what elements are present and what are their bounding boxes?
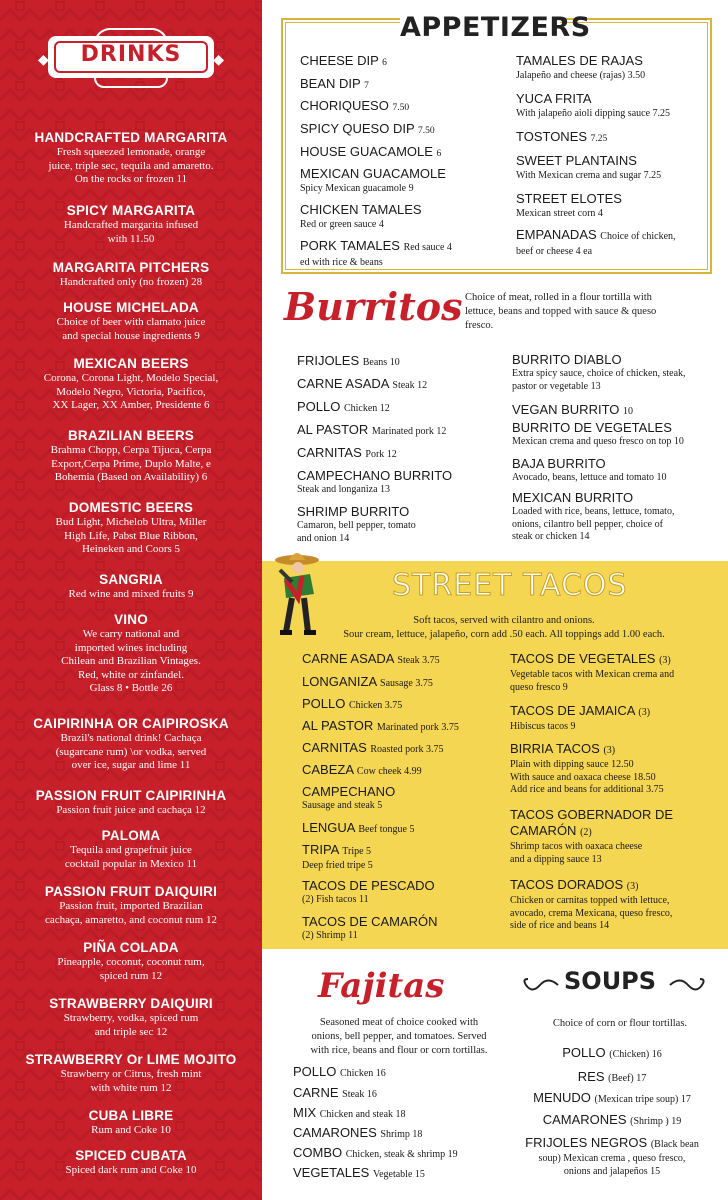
menu-item xyxy=(297,445,502,463)
drink-description: We carry national and xyxy=(82,628,180,640)
item-note: Steak 16 xyxy=(342,1089,377,1100)
item-name: CAMPECHANO xyxy=(302,784,396,799)
item-note: Chicken and steak 18 xyxy=(319,1109,406,1120)
drink-item xyxy=(8,130,254,187)
item-name: CHORIQUESO xyxy=(300,98,389,113)
drink-item xyxy=(8,996,254,1039)
item-name: CARNE xyxy=(293,1085,339,1100)
menu-item xyxy=(516,191,711,220)
item-name: CHICKEN TAMALES xyxy=(300,202,422,217)
drink-description: Passion fruit juice and cachaça 12 xyxy=(56,804,206,816)
item-name: MIX xyxy=(293,1105,317,1120)
menu-item xyxy=(300,238,505,269)
item-name: TRIPA xyxy=(302,842,339,857)
drink-description: (sugarcane rum) \or vodka, served xyxy=(55,745,207,758)
menu-item xyxy=(293,1165,513,1183)
menu-item xyxy=(512,420,724,449)
drink-description: Modelo Negro, Victoria, Pacifico, xyxy=(56,385,206,398)
item-name: POLLO xyxy=(302,696,346,711)
item-name: MEXICAN GUACAMOLE xyxy=(300,166,446,181)
item-note: 10 xyxy=(623,406,634,417)
soups-title: SOUPS xyxy=(564,967,657,995)
item-description: Vegetable tacos with Mexican crema and xyxy=(510,669,675,680)
burritos-intro-line: fresco. xyxy=(465,320,494,331)
scroll-ornament-left-icon xyxy=(518,974,560,996)
item-note: (3) xyxy=(626,881,639,892)
item-note: Pork 12 xyxy=(365,449,397,460)
item-name: BIRRIA TACOS xyxy=(510,741,600,756)
drinks-title: DRINKS xyxy=(80,42,182,67)
menu-item xyxy=(293,1145,513,1163)
burritos-intro xyxy=(465,291,715,333)
item-name: MEXICAN BURRITO xyxy=(512,490,634,505)
item-description: Add rice and beans for additional 3.75 xyxy=(510,784,664,795)
fajitas-intro-line: onions, bell pepper, and tomatoes. Served xyxy=(311,1031,487,1042)
drink-description: and special house ingredients 9 xyxy=(62,329,200,342)
drink-name: STRAWBERRY DAIQUIRI xyxy=(49,996,213,1011)
item-note: (3) xyxy=(638,707,651,718)
drink-name: CAIPIRINHA OR CAIPIROSKA xyxy=(33,716,229,731)
item-name: CHEESE DIP xyxy=(300,53,379,68)
drink-item xyxy=(8,716,254,773)
item-note: Roasted pork 3.75 xyxy=(370,744,444,755)
drink-description: Choice of beer with clamato juice xyxy=(56,316,206,328)
item-price: 7.50 xyxy=(392,103,410,113)
drink-description: over ice, sugar and lime 11 xyxy=(71,759,191,771)
item-description: Sausage and steak 5 xyxy=(302,800,383,811)
item-name: CABEZA xyxy=(302,762,354,777)
item-name: POLLO xyxy=(297,399,341,414)
item-note: (2) xyxy=(580,827,592,838)
item-name: CARNE ASADA xyxy=(297,376,389,391)
item-description: onions and jalapeños 15 xyxy=(563,1165,661,1177)
drink-description: cachaça, amaretto, and coconut rum 12 xyxy=(45,913,217,926)
drink-item xyxy=(8,203,254,246)
item-name: VEGAN BURRITO xyxy=(512,402,620,417)
item-price: 6 xyxy=(382,58,387,68)
menu-item xyxy=(293,1125,513,1143)
menu-item xyxy=(297,504,502,545)
menu-item xyxy=(302,762,507,780)
soups-intro: Choice of corn or flour tortillas. xyxy=(552,1018,688,1029)
drink-description: with white rum 12 xyxy=(90,1081,172,1094)
menu-item xyxy=(302,718,507,736)
item-note: Beans 10 xyxy=(362,357,400,368)
menu-item xyxy=(300,121,505,139)
item-name: MENUDO xyxy=(533,1090,591,1105)
item-name: CAMARONES xyxy=(542,1112,627,1127)
item-description: With jalapeño aioli dipping sauce 7.25 xyxy=(516,108,671,119)
menu-item xyxy=(300,202,505,231)
item-name: CAMARÓN xyxy=(510,823,577,838)
drink-item xyxy=(8,1148,254,1178)
item-note: Chicken 16 xyxy=(339,1068,386,1079)
drink-description: High Life, Pabst Blue Ribbon, xyxy=(64,529,198,542)
item-note: Vegetable 15 xyxy=(372,1169,425,1180)
item-note: Marinated pork 12 xyxy=(371,426,447,437)
item-note: Chicken 3.75 xyxy=(348,700,403,711)
drink-description: Handcrafted only (no frozen) 28 xyxy=(59,276,203,288)
drink-description: Red, white or zinfandel. xyxy=(78,668,184,681)
drink-item xyxy=(8,788,254,818)
item-description: Extra spicy sauce, choice of chicken, steak, xyxy=(512,368,686,379)
item-name: BURRITO DE VEGETALES xyxy=(512,420,672,435)
drink-description: On the rocks or frozen 11 xyxy=(74,173,188,185)
item-name: POLLO xyxy=(293,1064,337,1079)
item-name: TACOS DE VEGETALES xyxy=(510,651,656,666)
item-note: (Mexican tripe soup) 17 xyxy=(594,1094,691,1105)
item-price: 7.25 xyxy=(590,134,608,144)
drink-item xyxy=(8,500,254,557)
menu-item xyxy=(516,53,711,82)
item-name: LONGANIZA xyxy=(302,674,377,689)
drink-description: Red wine and mixed fruits 9 xyxy=(68,588,194,600)
menu-item xyxy=(510,807,724,866)
drink-name: PASSION FRUIT CAIPIRINHA xyxy=(35,788,227,803)
menu-item xyxy=(512,402,724,420)
street-tacos-intro xyxy=(280,614,728,642)
item-name: VEGETALES xyxy=(293,1165,370,1180)
item-description: Deep fried tripe 5 xyxy=(302,860,373,871)
drink-name: VINO xyxy=(114,612,148,627)
item-description: Spicy Mexican guacamole 9 xyxy=(300,183,414,194)
item-note: Choice of chicken, xyxy=(600,231,676,242)
item-name: TACOS GOBERNADOR DE xyxy=(510,807,674,822)
menu-item xyxy=(300,53,505,71)
item-name: SHRIMP BURRITO xyxy=(297,504,410,519)
drink-name: SPICY MARGARITA xyxy=(66,203,196,218)
item-note: (Shrimp ) 19 xyxy=(630,1116,682,1127)
item-name: STREET ELOTES xyxy=(516,191,622,206)
menu-item xyxy=(516,91,711,120)
item-name: EMPANADAS xyxy=(516,227,597,242)
item-name: TACOS DORADOS xyxy=(510,877,624,892)
drink-description: Pineapple, coconut, coconut rum, xyxy=(57,956,205,968)
menu-item xyxy=(512,1135,712,1178)
drink-description: with 11.50 xyxy=(107,232,155,245)
fajitas-intro xyxy=(284,1016,514,1058)
drink-description: Rum and Coke 10 xyxy=(91,1124,171,1136)
drink-item xyxy=(8,428,254,485)
item-note: Steak 12 xyxy=(392,380,428,391)
menu-item xyxy=(516,153,711,182)
drink-name: PIÑA COLADA xyxy=(83,940,179,955)
drink-description: cocktail popular in Mexico 11 xyxy=(64,857,198,870)
drink-item xyxy=(8,884,254,927)
item-description: Red or green sauce 4 xyxy=(300,219,384,230)
drink-name: MARGARITA PITCHERS xyxy=(52,260,210,275)
menu-item xyxy=(297,353,502,371)
item-description: side of rice and beans 14 xyxy=(510,920,610,931)
menu-item xyxy=(297,376,502,394)
drink-description: Tequila and grapefruit juice xyxy=(70,844,192,856)
drink-item xyxy=(8,940,254,983)
menu-item xyxy=(512,1090,712,1108)
menu-item xyxy=(300,98,505,116)
item-name: BAJA BURRITO xyxy=(512,456,606,471)
item-name: CARNITAS xyxy=(302,740,367,755)
item-description: Avocado, beans, lettuce and tomato 10 xyxy=(512,472,667,483)
item-description: Jalapeño and cheese (rajas) 3.50 xyxy=(516,70,646,81)
menu-item xyxy=(512,1045,712,1063)
item-note: Steak 3.75 xyxy=(397,655,440,666)
item-note: Marinated pork 3.75 xyxy=(376,722,459,733)
item-name: PORK TAMALES xyxy=(300,238,400,253)
item-name: FRIJOLES xyxy=(297,353,360,368)
menu-item xyxy=(293,1064,513,1082)
menu-item xyxy=(297,422,502,440)
menu-item xyxy=(297,468,502,497)
item-name: CAMPECHANO BURRITO xyxy=(297,468,453,483)
drink-name: SANGRIA xyxy=(99,572,163,587)
menu-item xyxy=(516,227,711,258)
menu-item xyxy=(293,1085,513,1103)
item-description: soup) Mexican crema , queso fresco, xyxy=(538,1153,686,1164)
drink-description: Glass 8 • Bottle 26 xyxy=(89,682,173,694)
item-description: With Mexican crema and sugar 7.25 xyxy=(516,170,662,181)
menu-item xyxy=(302,914,507,943)
item-note: Cow cheek 4.99 xyxy=(356,766,422,777)
item-description: Mexican crema and queso fresco on top 10 xyxy=(512,436,684,447)
menu-item xyxy=(512,490,724,544)
drink-description: Export,Cerpa Prime, Duplo Malte, e xyxy=(51,457,211,470)
item-name: AL PASTOR xyxy=(302,718,374,733)
drink-description: Bud Light, Michelob Ultra, Miller xyxy=(55,516,207,528)
item-name: AL PASTOR xyxy=(297,422,369,437)
menu-item xyxy=(302,740,507,758)
item-description: Plain with dipping sauce 12.50 xyxy=(510,759,634,770)
item-note: Shrimp 18 xyxy=(380,1129,423,1140)
item-description: and a dipping sauce 13 xyxy=(510,853,602,865)
item-name: LENGUA xyxy=(302,820,355,835)
item-note: Chicken, steak & shrimp 19 xyxy=(345,1149,458,1160)
menu-item xyxy=(510,651,724,694)
menu-item xyxy=(302,784,507,813)
item-name: SWEET PLANTAINS xyxy=(516,153,637,168)
drink-description: Brazil's national drink! Cachaça xyxy=(60,732,202,744)
appetizers-title: APPETIZERS xyxy=(400,12,591,43)
drink-item xyxy=(8,300,254,343)
drink-description: Corona, Corona Light, Modelo Special, xyxy=(43,372,219,384)
item-name: CARNE ASADA xyxy=(302,651,394,666)
tacos-intro-line: Soft tacos, served with cilantro and onions. xyxy=(413,615,595,626)
drink-item xyxy=(8,260,254,290)
burritos-intro-line: lettuce, beans and topped with sauce & queso xyxy=(465,306,657,317)
fajitas-title: Fajitas xyxy=(318,966,445,1006)
item-description: onions, cilantro bell pepper, choice of xyxy=(512,518,663,530)
item-name: CARNITAS xyxy=(297,445,362,460)
menu-item xyxy=(302,842,507,873)
drink-name: HOUSE MICHELADA xyxy=(63,300,199,315)
drink-description: Fresh squeezed lemonade, orange xyxy=(56,146,206,158)
menu-item xyxy=(302,651,507,669)
drink-description: Bohemia (Based on Availability) 6 xyxy=(54,471,208,483)
drink-description: Passion fruit, imported Brazilian xyxy=(59,900,203,912)
item-name: POLLO xyxy=(562,1045,606,1060)
menu-item xyxy=(512,352,724,393)
drink-item xyxy=(8,1052,254,1095)
item-note: (Beef) 17 xyxy=(608,1073,647,1084)
item-note: Red sauce 4 xyxy=(403,242,452,253)
badge-arch-bottom xyxy=(94,78,168,88)
badge-ornament-right-icon: ◆ xyxy=(213,53,224,68)
item-note: (3) xyxy=(659,655,671,666)
tacos-intro-line: Sour cream, lettuce, jalapeño, corn add .50 each. All toppings add 1.00 each. xyxy=(343,629,665,640)
item-note: Chicken 12 xyxy=(343,403,390,414)
scroll-ornament-right-icon xyxy=(668,974,710,996)
fajitas-intro-line: with rice, beans and flour or corn tortillas. xyxy=(310,1045,488,1056)
menu-item xyxy=(300,144,505,162)
fajitas-intro-line: Seasoned meat of choice cooked with xyxy=(319,1017,479,1028)
drink-description: Strawberry or Citrus, fresh mint xyxy=(60,1068,202,1080)
burritos-intro-line: Choice of meat, rolled in a flour tortilla with xyxy=(465,292,652,303)
item-note: Sausage 3.75 xyxy=(380,678,433,689)
item-name: TACOS DE CAMARÓN xyxy=(302,914,438,929)
item-note: (Chicken) 16 xyxy=(609,1049,662,1060)
burritos-title: Burritos xyxy=(284,284,463,329)
item-name: TOSTONES xyxy=(516,129,588,144)
menu-item xyxy=(512,1112,712,1130)
item-description: Chicken or carnitas topped with lettuce, xyxy=(510,895,670,906)
item-description: and onion 14 xyxy=(297,532,350,544)
item-name: SPICY QUESO DIP xyxy=(300,121,415,136)
drink-item xyxy=(8,1108,254,1138)
item-description: queso fresco 9 xyxy=(510,681,568,693)
menu-item xyxy=(300,76,505,94)
menu-item xyxy=(302,878,507,907)
item-name: COMBO xyxy=(293,1145,343,1160)
item-name: YUCA FRITA xyxy=(516,91,592,106)
item-price: 7.50 xyxy=(418,126,435,136)
item-name: RES xyxy=(577,1069,605,1084)
menu-item xyxy=(512,1069,712,1087)
menu-item xyxy=(302,820,507,838)
item-name: BURRITO DIABLO xyxy=(512,352,622,367)
drinks-badge xyxy=(38,28,224,86)
drink-description: spiced rum 12 xyxy=(99,969,163,982)
item-description: (2) Fish tacos 11 xyxy=(302,894,369,905)
drink-item xyxy=(8,612,254,696)
drink-description: juice, triple sec, tequila and amaretto. xyxy=(48,159,214,172)
drink-description: Heineken and Coors 5 xyxy=(81,543,181,555)
badge-ornament-left-icon: ◆ xyxy=(38,53,49,68)
drink-name: SPICED CUBATA xyxy=(75,1148,187,1163)
menu-item xyxy=(302,696,507,714)
drink-name: HANDCRAFTED MARGARITA xyxy=(34,130,228,145)
menu-item xyxy=(300,166,505,195)
drink-name: PASSION FRUIT DAIQUIRI xyxy=(44,884,218,899)
item-name: HOUSE GUACAMOLE xyxy=(300,144,433,159)
item-description: Steak and longaniza 13 xyxy=(297,484,391,495)
menu-item xyxy=(510,703,724,734)
drink-name: CUBA LIBRE xyxy=(88,1108,174,1123)
menu-item xyxy=(516,129,711,147)
drink-description: Handcrafted margarita infused xyxy=(63,219,199,231)
item-note: (Black bean xyxy=(650,1139,699,1150)
item-note: (3) xyxy=(603,745,616,756)
item-description: beef or cheese 4 ea xyxy=(516,246,593,257)
drink-item xyxy=(8,828,254,871)
item-price: 7 xyxy=(364,81,369,91)
item-description: (2) Shrimp 11 xyxy=(302,930,358,941)
drink-description: Chilean and Brazilian Vintages. xyxy=(61,655,201,667)
drink-description: and triple sec 12 xyxy=(94,1025,168,1038)
menu-item xyxy=(302,674,507,692)
item-price: 6 xyxy=(436,149,442,159)
item-description: With sauce and oaxaca cheese 18.50 xyxy=(510,771,656,783)
item-description: Shrimp tacos with oaxaca cheese xyxy=(510,841,643,852)
item-description: ed with rice & beans xyxy=(300,257,383,268)
drink-item xyxy=(8,356,254,413)
drink-name: BRAZILIAN BEERS xyxy=(67,428,194,443)
item-note: Beef tongue 5 xyxy=(358,824,415,835)
item-name: TACOS DE PESCADO xyxy=(302,878,435,893)
drink-description: Strawberry, vodka, spiced rum xyxy=(63,1012,199,1024)
drink-description: Spiced dark rum and Coke 10 xyxy=(65,1164,197,1176)
item-description: avocado, crema Mexicana, queso fresco, xyxy=(510,907,673,919)
menu-item xyxy=(512,456,724,485)
item-name: TACOS DE JAMAICA xyxy=(510,703,635,718)
drink-description: imported wines including xyxy=(74,641,188,654)
street-tacos-title: STREET TACOS xyxy=(392,568,628,603)
menu-item xyxy=(297,399,502,417)
drinks-column xyxy=(0,0,262,1200)
menu-item xyxy=(293,1105,513,1123)
drink-item xyxy=(8,572,254,602)
item-note: Tripe 5 xyxy=(342,846,372,857)
drink-name: STRAWBERRY Or LIME MOJITO xyxy=(25,1052,237,1067)
item-name: TAMALES DE RAJAS xyxy=(516,53,643,68)
drink-name: DOMESTIC BEERS xyxy=(68,500,194,515)
item-description: steak or chicken 14 xyxy=(512,531,590,542)
item-name: CAMARONES xyxy=(293,1125,377,1140)
drink-description: XX Lager, XX Amber, Presidente 6 xyxy=(52,399,210,411)
item-description: Hibiscus tacos 9 xyxy=(510,721,576,732)
menu-item xyxy=(510,741,724,797)
item-description: pastor or vegetable 13 xyxy=(512,380,601,392)
item-description: Mexican street corn 4 xyxy=(516,208,603,219)
item-name: FRIJOLES NEGROS xyxy=(525,1135,648,1150)
drink-name: MEXICAN BEERS xyxy=(73,356,189,371)
item-description: Loaded with rice, beans, lettuce, tomato, xyxy=(512,506,675,517)
menu-item xyxy=(510,877,724,933)
drink-description: Brahma Chopp, Cerpa Tijuca, Cerpa xyxy=(50,444,212,456)
item-description: Camaron, bell pepper, tomato xyxy=(297,520,416,531)
item-name: BEAN DIP xyxy=(300,76,361,91)
drink-name: PALOMA xyxy=(101,828,161,843)
